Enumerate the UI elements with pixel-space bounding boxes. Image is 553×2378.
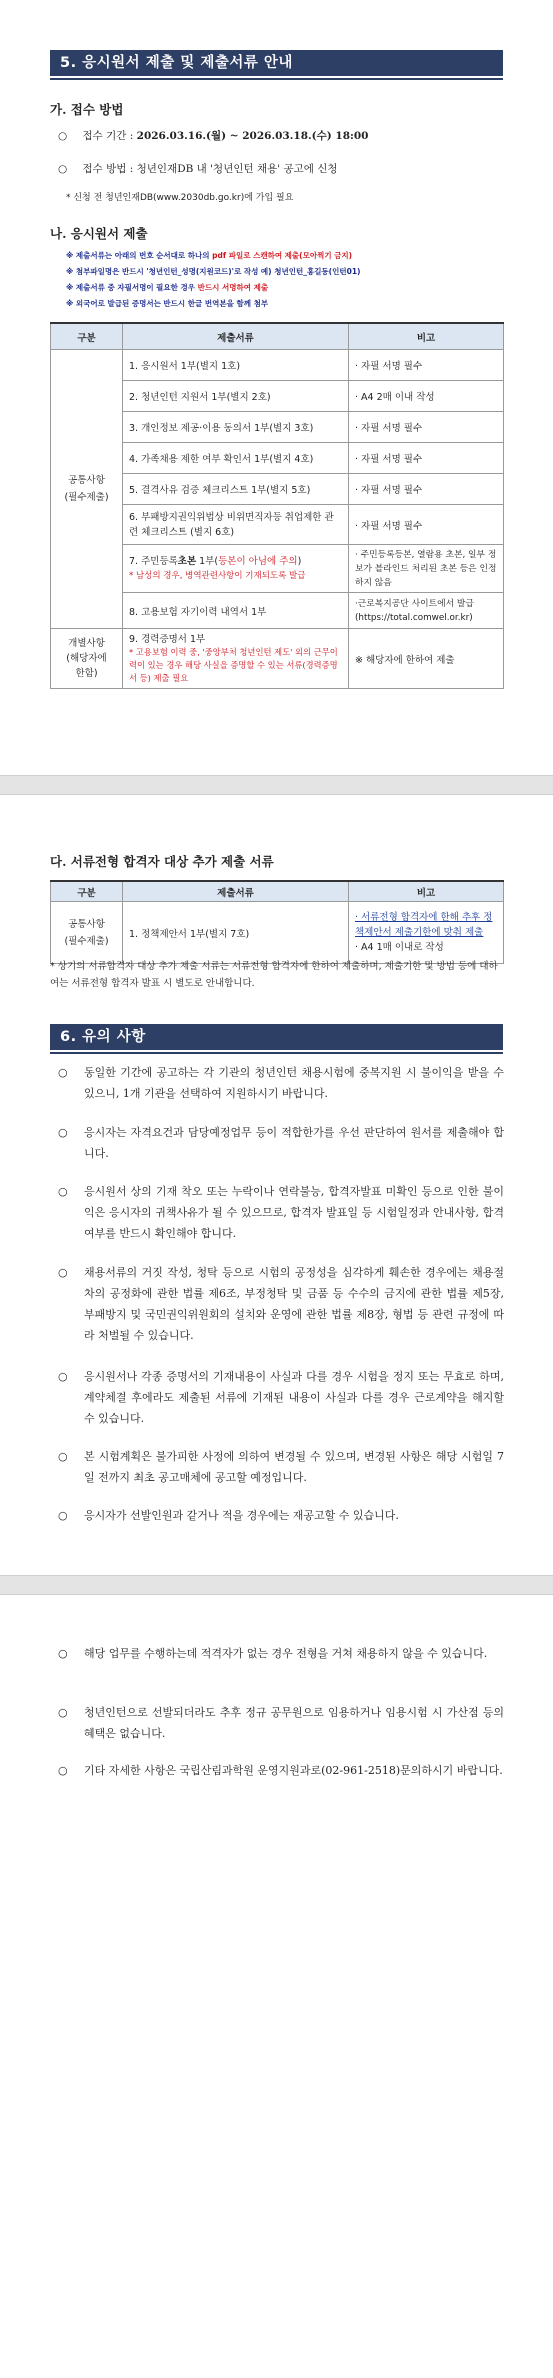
- notice-item: ○ 응시원서 상의 기재 착오 또는 누락이나 연락불능, 합격자발표 미확인 등으로 인한 불이익은 응시자의 귀책사유가 될 수 있으므로, 합격자 발표일 등 시험일정과 안내사항, 합격여부를 반드시 확인해야 합니다.: [58, 1185, 504, 1240]
- da-heading: 다. 서류전형 합격자 대상 추가 제출 서류: [50, 854, 274, 869]
- col-header-remarks: 비고: [349, 323, 504, 350]
- doc-cell: 5. 결격사유 검증 체크리스트 1부(별지 5호): [123, 474, 349, 505]
- doc-cell: 6. 부패방지권익위법상 비위면직자등 취업제한 관련 체크리스트 (별지 6호): [123, 505, 349, 545]
- notice-item: ○ 응시자는 자격요건과 담당예정업무 등이 적합한가를 우선 판단하여 원서를 제출해야 합니다.: [58, 1126, 504, 1160]
- bullet: ○: [58, 130, 68, 142]
- section-6-title: 6. 유의 사항: [50, 1024, 503, 1050]
- col-header-remarks: 비고: [349, 881, 504, 902]
- page-separator: [0, 1575, 553, 1595]
- documents-table: [50, 322, 504, 689]
- notice-item: ○ 응시원서나 각종 증명서의 기재내용이 사실과 다를 경우 시험을 정지 또는 무효로 하며, 계약체결 후에라도 제출된 서류에 기재된 내용이 사실과 다를 경우 근로계약을 해지할 수 있습니다.: [58, 1370, 504, 1425]
- doc-cell: 1. 정책제안서 1부(별지 7호): [123, 902, 349, 964]
- doc-cell: 1. 응시원서 1부(별지 1호): [123, 350, 349, 381]
- remark-cell: ※ 해당자에 한하여 제출: [349, 629, 504, 689]
- notice-item: ○ 해당 업무를 수행하는데 적격자가 없는 경우 전형을 거쳐 채용하지 않을 수 있습니다.: [58, 1647, 488, 1660]
- remark-cell: · 자필 서명 필수: [349, 505, 504, 545]
- remark-cell: ·근로복지공단 사이트에서 발급 (https://total.comwel.or.kr): [349, 593, 504, 629]
- table-header-row: [51, 881, 504, 902]
- page-separator: [0, 775, 553, 795]
- remark-cell: · 자필 서명 필수: [349, 412, 504, 443]
- group-individual: 개별사항 (해당자에 한함): [51, 629, 123, 689]
- signup-note: * 신청 전 청년인재DB(www.2030db.go.kr)에 가입 필요: [66, 193, 294, 203]
- notice-item: ○ 채용서류의 거짓 작성, 청탁 등으로 시험의 공정성을 심각하게 훼손한 경우에는 채용절차의 공정화에 관한 법률 제6조, 부정청탁 및 금품 등 수수의 금지에 관한 법률 제5장, 부패방지 및 국민권익위원회의 설치와 운영에 관한 법률 제8장, 형법 등 관련 규정에 따라 처벌될 수 있습니다.: [58, 1266, 504, 1342]
- doc-cell: 9. 경력증명서 1부 * 고용보험 이력 중, '중앙부처 청년인턴 제도' 외의 근무이력이 있는 경우 해당 사실을 증명할 수 있는 서류(경력증명서 등) 제출 필요: [123, 629, 349, 689]
- table-header-row: [51, 323, 504, 350]
- doc-cell: 3. 개인정보 제공·이용 동의서 1부(별지 3호): [123, 412, 349, 443]
- section-5-title: 5. 응시원서 제출 및 제출서류 안내: [50, 50, 503, 76]
- doc-cell: 7. 주민등록초본 1부(등본이 아님에 주의) * 남성의 경우, 병역관련사항이 기재되도록 발급: [123, 545, 349, 593]
- table-row: [51, 350, 504, 381]
- reception-period: ○ 접수 기간 : 2026.03.16.(월) ~ 2026.03.18.(수) 18:00: [58, 130, 369, 142]
- na-heading: 나. 응시원서 제출: [50, 226, 148, 241]
- notice-item: ○ 청년인턴으로 선발되더라도 추후 정규 공무원으로 임용하거나 임용시험 시 가산점 등의 혜택은 없습니다.: [58, 1706, 504, 1740]
- notice-item: ○ 응시자가 선발인원과 같거나 적을 경우에는 재공고할 수 있습니다.: [58, 1509, 399, 1522]
- group-common: 공통사항 (필수제출): [51, 350, 123, 629]
- table-row: [51, 902, 504, 964]
- notice-item: ○ 동일한 기간에 공고하는 각 기관의 청년인턴 채용시험에 중복지원 시 불이익을 받을 수 있으니, 1개 기관을 선택하여 지원하시기 바랍니다.: [58, 1066, 504, 1100]
- table-row: [51, 629, 504, 689]
- col-header-category: 구분: [51, 323, 123, 350]
- col-header-documents: 제출서류: [123, 881, 349, 902]
- submission-note-1: ※ 제출서류는 아래의 번호 순서대로 하나의 pdf 파일로 스캔하여 제출(모아찍기 금지): [66, 251, 353, 260]
- doc-cell: 4. 가족채용 제한 여부 확인서 1부(별지 4호): [123, 443, 349, 474]
- doc-cell: 8. 고용보험 자기이력 내역서 1부: [123, 593, 349, 629]
- bullet: ○: [58, 163, 68, 175]
- col-header-documents: 제출서류: [123, 323, 349, 350]
- remark-cell: · 서류전형 합격자에 한해 추후 정책제안서 제출기한에 맞춰 제출 · A4 1매 이내로 작성: [349, 902, 504, 964]
- reception-method: ○ 접수 방법 : 청년인재DB 내 '청년인턴 채용' 공고에 신청: [58, 163, 338, 175]
- remark-cell: · 자필 서명 필수: [349, 350, 504, 381]
- notice-item: ○ 기타 자세한 사항은 국립산림과학원 운영지원과로(02-961-2518)문의하시기 바랍니다.: [58, 1764, 503, 1777]
- additional-documents-table: [50, 880, 504, 964]
- remark-cell: · A4 2매 이내 작성: [349, 381, 504, 412]
- submission-note-2: ※ 첨부파일명은 반드시 '청년인턴_성명(지원코드)'로 작성 예) 청년인턴_홍길동(인턴01): [66, 267, 361, 276]
- additional-footnote: * 상기의 서류합격자 대상 추가 제출 서류는 서류전형 합격자에 한하여 제출하며, 제출기한 및 방법 등에 대하여는 서류전형 합격자 발표 시 별도로 안내합니다.: [50, 961, 498, 989]
- submission-note-3: ※ 제출서류 중 자필서명이 필요한 경우 반드시 서명하여 제출: [66, 283, 269, 292]
- group-common: 공통사항 (필수제출): [51, 902, 123, 964]
- submission-note-4: ※ 외국어로 발급된 증명서는 반드시 한글 번역본을 함께 첨부: [66, 299, 269, 308]
- notice-item: ○ 본 시험계획은 불가피한 사정에 의하여 변경될 수 있으며, 변경된 사항은 해당 시험일 7일 전까지 최초 공고매체에 공고할 예정입니다.: [58, 1450, 504, 1484]
- doc-cell: 2. 청년인턴 지원서 1부(별지 2호): [123, 381, 349, 412]
- ga-heading: 가. 접수 방법: [50, 102, 124, 117]
- col-header-category: 구분: [51, 881, 123, 902]
- remark-cell: · 자필 서명 필수: [349, 443, 504, 474]
- remark-cell: · 자필 서명 필수: [349, 474, 504, 505]
- remark-cell: · 주민등록등본, 열람용 초본, 일부 정보가 블라인드 처리된 초본 등은 인정하지 않음: [349, 545, 504, 593]
